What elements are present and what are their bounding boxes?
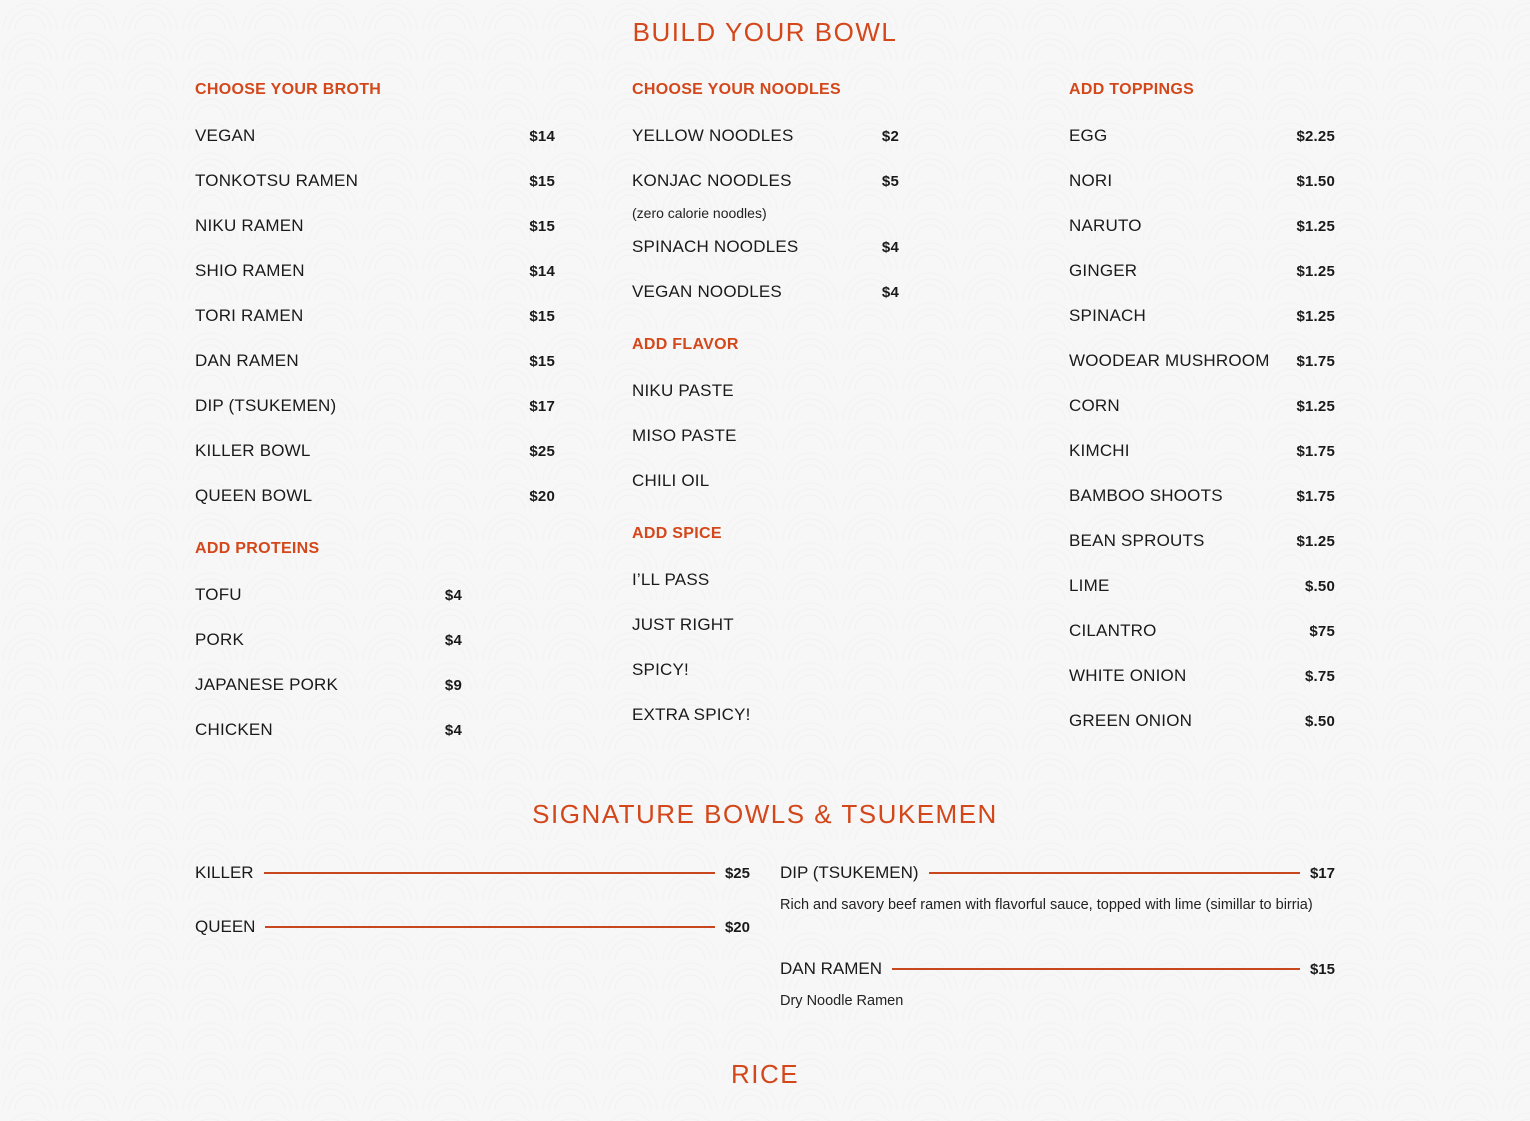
item-name: BAMBOO SHOOTS [1069,486,1223,505]
item-name: VEGAN [195,126,256,145]
menu-item[interactable] [1069,260,1335,282]
item-name: QUEEN [195,917,256,936]
item-name: LIME [1069,576,1110,595]
item-price: $15 [529,172,555,190]
konjac-note: (zero calorie noodles) [632,205,767,221]
menu-item[interactable] [195,170,555,192]
menu-item[interactable] [195,485,555,507]
menu-item[interactable] [1069,395,1335,417]
item-name: NARUTO [1069,216,1142,235]
item-name: YELLOW NOODLES [632,126,794,145]
item-name: JAPANESE PORK [195,675,339,694]
item-price: $1.25 [1296,262,1335,280]
item-name: TONKOTSU RAMEN [195,171,359,190]
build-your-bowl-heading: BUILD YOUR BOWL [632,17,898,47]
menu-item[interactable] [1069,530,1335,552]
signature-item-dan-ramen[interactable] [780,958,1335,980]
item-name: VEGAN NOODLES [632,282,782,301]
item-name: DIP (TSUKEMEN) [780,863,919,882]
menu-item[interactable] [632,704,751,726]
item-name: SPINACH NOODLES [632,237,799,256]
item-price: $.50 [1305,712,1335,730]
signature-item-queen[interactable] [195,916,750,938]
item-price: $75 [1309,622,1335,640]
item-name: MISO PASTE [632,426,737,445]
item-price: $14 [529,127,555,145]
menu-item[interactable] [195,395,555,417]
menu-item[interactable] [632,614,734,636]
item-name: KONJAC NOODLES [632,171,792,190]
item-price: $1.25 [1296,217,1335,235]
item-name: I’LL PASS [632,570,710,589]
leader-line [264,872,715,874]
menu-item[interactable] [1069,575,1335,597]
menu-item[interactable] [632,425,737,447]
menu-item[interactable] [195,440,555,462]
signature-item-killer[interactable] [195,862,750,884]
item-price: $1.25 [1296,397,1335,415]
item-price: $15 [529,217,555,235]
toppings-section-title: ADD TOPPINGS [1069,81,1195,98]
item-name: TORI RAMEN [195,306,304,325]
menu-item[interactable] [1069,485,1335,507]
item-price: $20 [529,487,555,505]
item-name: EGG [1069,126,1108,145]
menu-item[interactable] [1069,665,1335,687]
spice-section-title: ADD SPICE [632,525,722,542]
item-price: $17 [1309,864,1335,882]
menu-item[interactable] [195,584,462,606]
item-name: DAN RAMEN [195,351,299,370]
item-price: $.50 [1305,577,1335,595]
item-name: CORN [1069,396,1120,415]
noodles-section-title: CHOOSE YOUR NOODLES [632,81,841,98]
menu-item[interactable] [1069,440,1335,462]
menu-item[interactable] [632,380,734,402]
item-price: $1.75 [1296,487,1335,505]
item-price: $5 [881,172,899,190]
item-name: DIP (TSUKEMEN) [195,396,337,415]
item-price: $4 [444,631,462,649]
menu-item[interactable] [632,659,689,681]
menu-item[interactable] [1069,125,1335,147]
leader-line [892,968,1300,970]
rice-heading: RICE [730,1059,800,1089]
menu-item[interactable] [1069,350,1335,372]
item-name: CHICKEN [195,720,273,739]
item-price: $25 [724,864,750,882]
item-price: $14 [529,262,555,280]
item-name: NIKU RAMEN [195,216,304,235]
item-price: $1.25 [1296,532,1335,550]
item-price: $1.75 [1296,442,1335,460]
item-price: $2.25 [1296,127,1335,145]
item-name: DAN RAMEN [780,959,883,978]
item-name: CHILI OIL [632,471,710,490]
item-name: KILLER [195,863,254,882]
dan-ramen-description: Dry Noodle Ramen [780,993,904,1009]
item-price: $15 [529,307,555,325]
item-price: $20 [724,918,750,936]
menu-item[interactable] [195,629,462,651]
item-name: TOFU [195,585,242,604]
item-name: PORK [195,630,244,649]
menu-item[interactable] [632,281,899,303]
menu-item[interactable] [195,674,462,696]
menu-item[interactable] [195,719,462,741]
item-price: $25 [529,442,555,460]
item-price: $1.25 [1296,307,1335,325]
item-price: $15 [529,352,555,370]
item-price: $.75 [1305,667,1335,685]
item-name: GINGER [1069,261,1138,280]
broth-section-title: CHOOSE YOUR BROTH [195,81,382,98]
flavor-section-title: ADD FLAVOR [632,336,739,353]
menu-item[interactable] [1069,170,1335,192]
item-name: EXTRA SPICY! [632,705,751,724]
leader-line [929,872,1300,874]
signature-item-dip[interactable] [780,862,1335,884]
item-price: $4 [444,721,462,739]
item-name: KIMCHI [1069,441,1130,460]
item-name: SPINACH [1069,306,1146,325]
menu-item[interactable] [632,236,899,258]
item-name: SHIO RAMEN [195,261,305,280]
proteins-section-title: ADD PROTEINS [195,540,320,557]
menu-item[interactable] [1069,305,1335,327]
menu-item[interactable] [632,125,899,147]
item-price: $1.50 [1296,172,1335,190]
item-name: KILLER BOWL [195,441,311,460]
item-price: $4 [881,283,899,301]
menu-item[interactable] [195,350,555,372]
menu-item[interactable] [1069,215,1335,237]
menu-item[interactable] [632,470,709,492]
item-name: SPICY! [632,660,689,679]
item-price: $17 [529,397,555,415]
menu-item[interactable] [195,125,555,147]
menu-item[interactable] [1069,620,1335,642]
signature-heading: SIGNATURE BOWLS & TSUKEMEN [532,799,998,829]
menu-item[interactable] [195,260,555,282]
item-price: $4 [444,586,462,604]
item-price: $15 [1309,960,1335,978]
item-price: $2 [881,127,899,145]
item-name: WOODEAR MUSHROOM [1069,351,1270,370]
menu-item[interactable] [195,215,555,237]
menu-item[interactable] [632,170,899,192]
item-name: BEAN SPROUTS [1069,531,1205,550]
item-name: GREEN ONION [1069,711,1193,730]
item-name: CILANTRO [1069,621,1157,640]
menu-item[interactable] [1069,710,1335,732]
menu-item[interactable] [632,569,709,591]
menu-item[interactable] [195,305,555,327]
item-name: NORI [1069,171,1113,190]
item-name: WHITE ONION [1069,666,1187,685]
item-price: $1.75 [1296,352,1335,370]
leader-line [265,926,715,928]
dip-description: Rich and savory beef ramen with flavorful sauce, topped with lime (simillar to birria) [780,897,1313,913]
item-name: QUEEN BOWL [195,486,313,505]
item-price: $9 [444,676,462,694]
item-price: $4 [881,238,899,256]
item-name: JUST RIGHT [632,615,734,634]
item-name: NIKU PASTE [632,381,734,400]
